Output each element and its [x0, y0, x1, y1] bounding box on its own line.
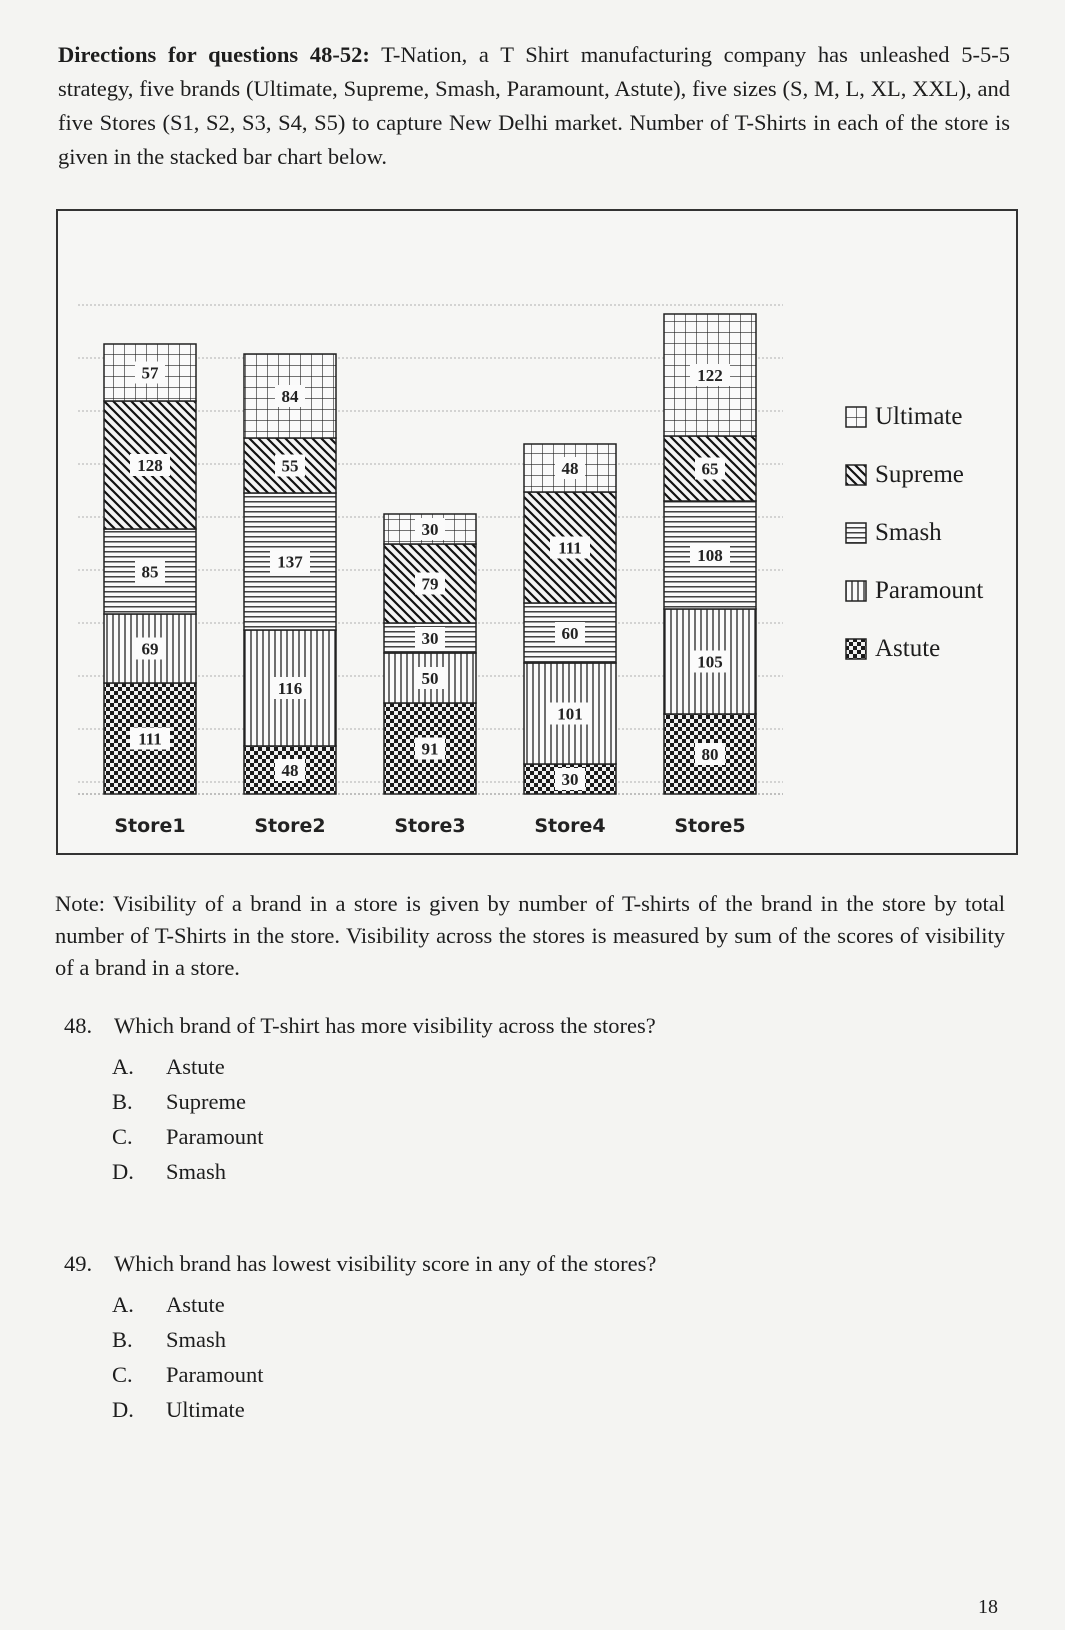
data-label: 48 — [281, 761, 299, 780]
legend-item-ultimate — [845, 388, 983, 446]
option-letter: D. — [112, 1397, 134, 1422]
data-label: 79 — [421, 574, 439, 594]
option-text: Paramount — [166, 1362, 264, 1387]
data-label: 69 — [141, 639, 159, 659]
legend-swatch-icon — [845, 464, 867, 486]
option-letter: C. — [112, 1124, 133, 1149]
data-label: 80 — [701, 745, 719, 764]
option-letter: A. — [112, 1292, 134, 1317]
option-a — [112, 1292, 263, 1327]
legend-label: Paramount — [875, 577, 984, 604]
category-label: Store5 — [674, 815, 746, 837]
category-label: Store4 — [534, 815, 606, 837]
chart-legend — [845, 388, 983, 678]
option-d — [112, 1159, 263, 1194]
category-label: Store2 — [254, 815, 326, 837]
question-48 — [64, 1013, 656, 1039]
data-label: 60 — [561, 624, 579, 643]
option-d — [112, 1397, 263, 1432]
option-text: Paramount — [166, 1124, 264, 1149]
data-label: 55 — [281, 456, 299, 476]
option-text: Smash — [166, 1327, 227, 1352]
legend-label: Ultimate — [875, 403, 963, 430]
data-label: 137 — [277, 552, 303, 572]
option-b — [112, 1327, 263, 1362]
question-49-options — [112, 1292, 263, 1432]
option-text: Astute — [166, 1292, 225, 1317]
option-letter: C. — [112, 1362, 133, 1387]
option-letter: B. — [112, 1089, 133, 1114]
category-label: Store3 — [394, 815, 466, 837]
option-b — [112, 1089, 263, 1124]
data-label: 85 — [141, 562, 159, 582]
question-number: 48. — [64, 1013, 93, 1038]
option-text: Supreme — [166, 1089, 246, 1114]
data-label: 48 — [561, 459, 579, 478]
data-label: 50 — [421, 669, 439, 688]
data-label: 111 — [138, 729, 162, 749]
data-label: 84 — [281, 387, 299, 406]
data-label: 105 — [697, 652, 723, 672]
legend-label: Supreme — [875, 461, 964, 488]
option-text: Astute — [166, 1054, 225, 1079]
legend-item-paramount — [845, 562, 983, 620]
question-text: Which brand of T-shirt has more visibility across the stores? — [114, 1013, 656, 1038]
option-a — [112, 1054, 263, 1089]
legend-item-astute — [845, 620, 983, 678]
data-label: 101 — [557, 704, 583, 724]
option-letter: B. — [112, 1327, 133, 1352]
data-label: 30 — [421, 629, 439, 648]
legend-item-smash — [845, 504, 983, 562]
data-label: 128 — [137, 456, 163, 475]
category-label: Store1 — [114, 815, 186, 837]
data-label: 65 — [701, 459, 719, 479]
data-label: 30 — [421, 520, 439, 539]
question-text: Which brand has lowest visibility score in any of the stores? — [114, 1251, 657, 1276]
option-letter: A. — [112, 1054, 134, 1079]
data-label: 57 — [141, 363, 159, 383]
directions-text: T-Nation, a T Shirt manufacturing company has unleashed 5-5-5 strategy, five brands (Ultimate, Supreme, Smash, Paramount, Astute), five sizes (S, M, L, XL, XXL), and five Stores (S1, S2, S3, S4, S5) to capture New Delhi market. Number of T-Shirts in each of the store is given in the stacked bar chart below. — [58, 42, 1011, 169]
page-number: 18 — [978, 1596, 998, 1618]
legend-label: Astute — [875, 635, 941, 662]
legend-item-supreme — [845, 446, 983, 504]
question-48-options — [112, 1054, 263, 1194]
data-label: 108 — [697, 546, 723, 565]
option-text: Smash — [166, 1159, 227, 1184]
legend-swatch-icon — [845, 638, 867, 660]
option-c — [112, 1124, 263, 1159]
data-label: 111 — [558, 538, 582, 558]
legend-swatch-icon — [845, 406, 867, 428]
option-letter: D. — [112, 1159, 134, 1184]
directions-paragraph — [58, 38, 1010, 174]
data-label: 116 — [277, 679, 303, 698]
data-label: 122 — [697, 366, 723, 385]
legend-label: Smash — [875, 519, 942, 546]
question-number: 49. — [64, 1251, 93, 1276]
option-text: Ultimate — [166, 1397, 245, 1422]
data-label: 91 — [421, 739, 439, 759]
note-paragraph: Note: Visibility of a brand in a store is given by number of T-shirts of the brand in the store by total number of T-Shirts in the store. Visibility across the stores is measured by sum of the scores of visibility of a brand in a store. — [55, 891, 1005, 980]
directions-lead: Directions for questions 48-52: — [58, 42, 370, 67]
option-c — [112, 1362, 263, 1397]
question-49 — [64, 1251, 656, 1277]
legend-swatch-icon — [845, 580, 867, 602]
legend-swatch-icon — [845, 522, 867, 544]
data-label: 30 — [561, 770, 579, 789]
